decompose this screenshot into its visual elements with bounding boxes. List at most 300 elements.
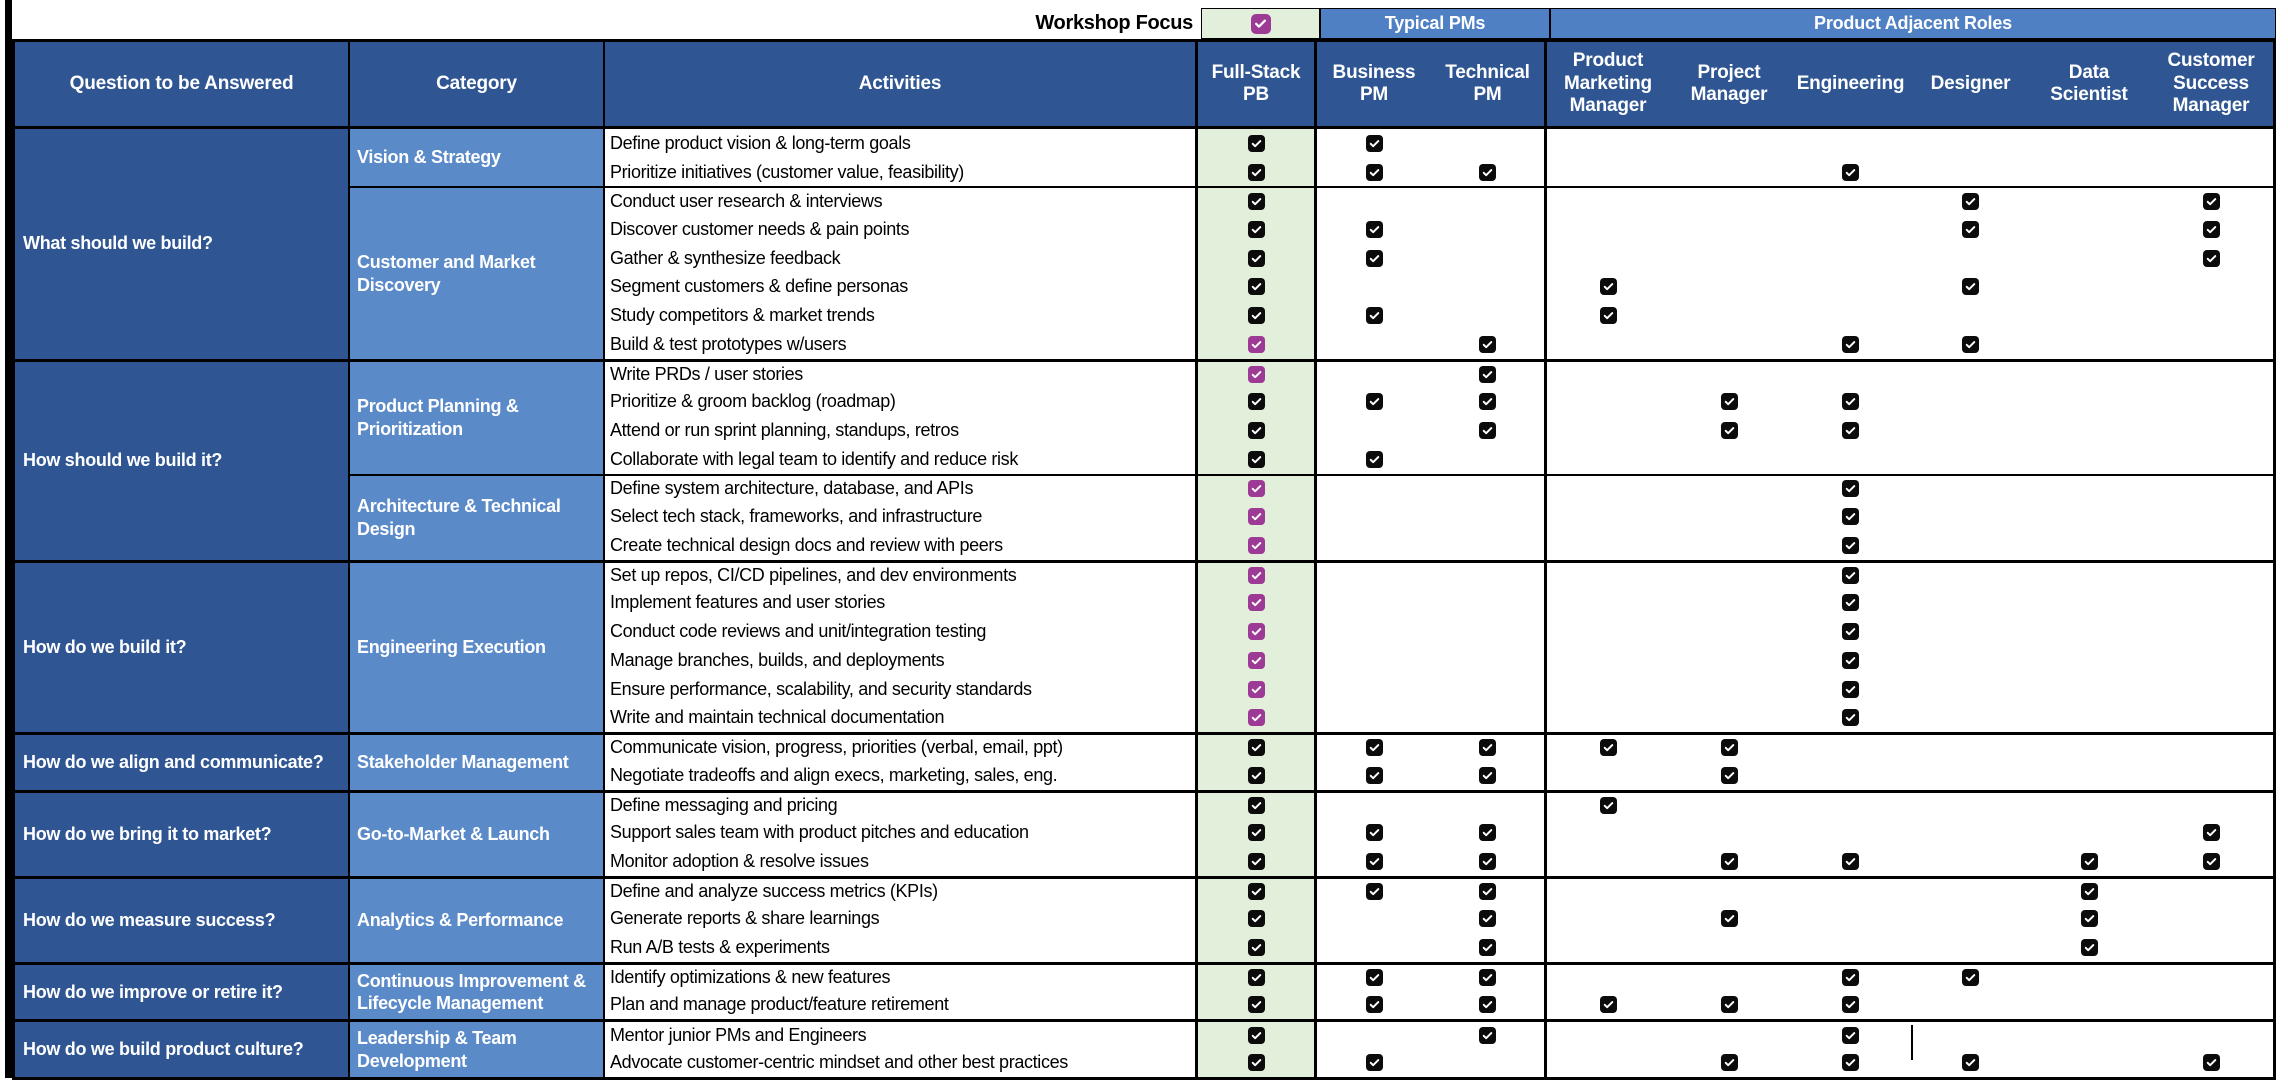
check-cell-tpm[interactable] [1431, 1048, 1547, 1077]
check-cell-pjm[interactable] [1669, 560, 1789, 589]
check-cell-bpm[interactable] [1317, 589, 1431, 618]
check-cell-csm[interactable] [2149, 387, 2273, 416]
checkbox-checked-icon[interactable] [1842, 969, 1859, 986]
check-cell-pmm[interactable] [1547, 359, 1669, 388]
check-cell-pjm[interactable] [1669, 675, 1789, 704]
checkbox-checked-focus-icon[interactable] [1248, 567, 1265, 584]
check-cell-pb[interactable] [1198, 818, 1317, 847]
check-cell-des[interactable] [1912, 474, 2029, 503]
check-cell-csm[interactable] [2149, 474, 2273, 503]
check-cell-pjm[interactable] [1669, 818, 1789, 847]
check-cell-csm[interactable] [2149, 416, 2273, 445]
checkbox-checked-icon[interactable] [1721, 739, 1738, 756]
check-cell-ds[interactable] [2029, 675, 2149, 704]
checkbox-checked-icon[interactable] [1962, 221, 1979, 238]
check-cell-ds[interactable] [2029, 876, 2149, 905]
checkbox-checked-icon[interactable] [1842, 537, 1859, 554]
check-cell-pmm[interactable] [1547, 186, 1669, 215]
checkbox-checked-icon[interactable] [1842, 594, 1859, 611]
check-cell-pjm[interactable] [1669, 1019, 1789, 1048]
check-cell-ds[interactable] [2029, 301, 2149, 330]
check-cell-pjm[interactable] [1669, 790, 1789, 819]
check-cell-eng[interactable] [1789, 904, 1912, 933]
check-cell-eng[interactable] [1789, 589, 1912, 618]
check-cell-des[interactable] [1912, 703, 2029, 732]
check-cell-des[interactable] [1912, 1048, 2029, 1077]
checkbox-checked-icon[interactable] [1248, 739, 1265, 756]
check-cell-csm[interactable] [2149, 675, 2273, 704]
check-cell-csm[interactable] [2149, 589, 2273, 618]
check-cell-ds[interactable] [2029, 244, 2149, 273]
checkbox-checked-icon[interactable] [1721, 996, 1738, 1013]
check-cell-pb[interactable] [1198, 502, 1317, 531]
check-cell-pb[interactable] [1198, 129, 1317, 158]
check-cell-pb[interactable] [1198, 703, 1317, 732]
check-cell-pjm[interactable] [1669, 589, 1789, 618]
checkbox-checked-icon[interactable] [1366, 221, 1383, 238]
check-cell-pjm[interactable] [1669, 847, 1789, 876]
check-cell-pb[interactable] [1198, 1019, 1317, 1048]
checkbox-checked-icon[interactable] [1600, 739, 1617, 756]
checkbox-checked-icon[interactable] [1248, 883, 1265, 900]
check-cell-tpm[interactable] [1431, 474, 1547, 503]
check-cell-bpm[interactable] [1317, 703, 1431, 732]
check-cell-pmm[interactable] [1547, 301, 1669, 330]
check-cell-bpm[interactable] [1317, 991, 1431, 1020]
check-cell-pb[interactable] [1198, 991, 1317, 1020]
check-cell-eng[interactable] [1789, 215, 1912, 244]
checkbox-checked-icon[interactable] [2203, 824, 2220, 841]
check-cell-pb[interactable] [1198, 904, 1317, 933]
checkbox-checked-icon[interactable] [1842, 623, 1859, 640]
checkbox-checked-icon[interactable] [1479, 883, 1496, 900]
checkbox-checked-icon[interactable] [1842, 393, 1859, 410]
check-cell-ds[interactable] [2029, 761, 2149, 790]
check-cell-pb[interactable] [1198, 244, 1317, 273]
check-cell-ds[interactable] [2029, 904, 2149, 933]
check-cell-pjm[interactable] [1669, 933, 1789, 962]
checkbox-checked-icon[interactable] [1366, 996, 1383, 1013]
checkbox-checked-icon[interactable] [1721, 910, 1738, 927]
check-cell-eng[interactable] [1789, 301, 1912, 330]
check-cell-bpm[interactable] [1317, 273, 1431, 302]
check-cell-csm[interactable] [2149, 273, 2273, 302]
check-cell-pjm[interactable] [1669, 301, 1789, 330]
check-cell-ds[interactable] [2029, 560, 2149, 589]
checkbox-checked-icon[interactable] [1479, 422, 1496, 439]
checkbox-checked-icon[interactable] [2203, 1054, 2220, 1071]
check-cell-tpm[interactable] [1431, 646, 1547, 675]
check-cell-eng[interactable] [1789, 675, 1912, 704]
checkbox-checked-focus-icon[interactable] [1248, 623, 1265, 640]
check-cell-ds[interactable] [2029, 416, 2149, 445]
checkbox-checked-icon[interactable] [1842, 164, 1859, 181]
check-cell-csm[interactable] [2149, 732, 2273, 761]
checkbox-checked-icon[interactable] [1721, 767, 1738, 784]
checkbox-checked-icon[interactable] [1248, 250, 1265, 267]
check-cell-bpm[interactable] [1317, 876, 1431, 905]
check-cell-des[interactable] [1912, 387, 2029, 416]
checkbox-checked-icon[interactable] [2081, 910, 2098, 927]
check-cell-ds[interactable] [2029, 589, 2149, 618]
check-cell-pb[interactable] [1198, 186, 1317, 215]
checkbox-checked-icon[interactable] [1366, 969, 1383, 986]
check-cell-ds[interactable] [2029, 1048, 2149, 1077]
check-cell-csm[interactable] [2149, 330, 2273, 359]
check-cell-des[interactable] [1912, 158, 2029, 187]
check-cell-tpm[interactable] [1431, 273, 1547, 302]
check-cell-pb[interactable] [1198, 876, 1317, 905]
check-cell-pjm[interactable] [1669, 416, 1789, 445]
checkbox-checked-icon[interactable] [1248, 824, 1265, 841]
checkbox-checked-icon[interactable] [2081, 853, 2098, 870]
check-cell-pjm[interactable] [1669, 359, 1789, 388]
checkbox-checked-icon[interactable] [1479, 853, 1496, 870]
checkbox-checked-icon[interactable] [1248, 193, 1265, 210]
check-cell-eng[interactable] [1789, 158, 1912, 187]
check-cell-tpm[interactable] [1431, 186, 1547, 215]
check-cell-ds[interactable] [2029, 129, 2149, 158]
checkbox-checked-icon[interactable] [1248, 767, 1265, 784]
check-cell-tpm[interactable] [1431, 1019, 1547, 1048]
checkbox-checked-focus-icon[interactable] [1248, 336, 1265, 353]
check-cell-eng[interactable] [1789, 933, 1912, 962]
checkbox-checked-icon[interactable] [1248, 221, 1265, 238]
check-cell-ds[interactable] [2029, 732, 2149, 761]
check-cell-csm[interactable] [2149, 1048, 2273, 1077]
check-cell-pmm[interactable] [1547, 933, 1669, 962]
check-cell-des[interactable] [1912, 876, 2029, 905]
checkbox-checked-icon[interactable] [1962, 193, 1979, 210]
check-cell-eng[interactable] [1789, 330, 1912, 359]
checkbox-checked-icon[interactable] [1479, 164, 1496, 181]
check-cell-pjm[interactable] [1669, 646, 1789, 675]
checkbox-checked-icon[interactable] [2081, 939, 2098, 956]
check-cell-tpm[interactable] [1431, 703, 1547, 732]
check-cell-pb[interactable] [1198, 387, 1317, 416]
check-cell-pjm[interactable] [1669, 732, 1789, 761]
checkbox-checked-icon[interactable] [1479, 336, 1496, 353]
check-cell-tpm[interactable] [1431, 933, 1547, 962]
check-cell-tpm[interactable] [1431, 962, 1547, 991]
check-cell-bpm[interactable] [1317, 301, 1431, 330]
check-cell-des[interactable] [1912, 991, 2029, 1020]
check-cell-pb[interactable] [1198, 1048, 1317, 1077]
checkbox-checked-icon[interactable] [1842, 681, 1859, 698]
checkbox-checked-icon[interactable] [1248, 996, 1265, 1013]
checkbox-checked-icon[interactable] [1248, 853, 1265, 870]
check-cell-tpm[interactable] [1431, 158, 1547, 187]
check-cell-bpm[interactable] [1317, 962, 1431, 991]
check-cell-des[interactable] [1912, 560, 2029, 589]
check-cell-pb[interactable] [1198, 531, 1317, 560]
checkbox-checked-icon[interactable] [1366, 853, 1383, 870]
check-cell-bpm[interactable] [1317, 244, 1431, 273]
check-cell-pb[interactable] [1198, 617, 1317, 646]
checkbox-checked-icon[interactable] [1479, 739, 1496, 756]
check-cell-des[interactable] [1912, 129, 2029, 158]
checkbox-checked-focus-icon[interactable] [1248, 681, 1265, 698]
check-cell-des[interactable] [1912, 646, 2029, 675]
check-cell-bpm[interactable] [1317, 158, 1431, 187]
check-cell-ds[interactable] [2029, 1019, 2149, 1048]
checkbox-checked-icon[interactable] [2203, 853, 2220, 870]
check-cell-tpm[interactable] [1431, 818, 1547, 847]
check-cell-tpm[interactable] [1431, 445, 1547, 474]
check-cell-csm[interactable] [2149, 560, 2273, 589]
check-cell-pmm[interactable] [1547, 244, 1669, 273]
check-cell-eng[interactable] [1789, 531, 1912, 560]
check-cell-eng[interactable] [1789, 761, 1912, 790]
check-cell-ds[interactable] [2029, 158, 2149, 187]
check-cell-bpm[interactable] [1317, 933, 1431, 962]
check-cell-pb[interactable] [1198, 416, 1317, 445]
check-cell-csm[interactable] [2149, 129, 2273, 158]
checkbox-checked-focus-icon[interactable] [1248, 537, 1265, 554]
check-cell-pjm[interactable] [1669, 991, 1789, 1020]
check-cell-csm[interactable] [2149, 301, 2273, 330]
check-cell-tpm[interactable] [1431, 301, 1547, 330]
check-cell-tpm[interactable] [1431, 876, 1547, 905]
check-cell-tpm[interactable] [1431, 330, 1547, 359]
check-cell-pmm[interactable] [1547, 732, 1669, 761]
checkbox-checked-icon[interactable] [1842, 1054, 1859, 1071]
checkbox-checked-icon[interactable] [1479, 824, 1496, 841]
checkbox-checked-focus-icon[interactable] [1248, 480, 1265, 497]
check-cell-des[interactable] [1912, 847, 2029, 876]
check-cell-pb[interactable] [1198, 273, 1317, 302]
check-cell-eng[interactable] [1789, 646, 1912, 675]
checkbox-checked-icon[interactable] [1600, 278, 1617, 295]
checkbox-checked-icon[interactable] [1366, 739, 1383, 756]
check-cell-des[interactable] [1912, 215, 2029, 244]
check-cell-ds[interactable] [2029, 186, 2149, 215]
check-cell-eng[interactable] [1789, 703, 1912, 732]
check-cell-pb[interactable] [1198, 962, 1317, 991]
check-cell-des[interactable] [1912, 531, 2029, 560]
check-cell-csm[interactable] [2149, 962, 2273, 991]
check-cell-csm[interactable] [2149, 933, 2273, 962]
check-cell-csm[interactable] [2149, 531, 2273, 560]
check-cell-bpm[interactable] [1317, 215, 1431, 244]
check-cell-pmm[interactable] [1547, 847, 1669, 876]
check-cell-ds[interactable] [2029, 646, 2149, 675]
check-cell-tpm[interactable] [1431, 359, 1547, 388]
checkbox-checked-icon[interactable] [1248, 797, 1265, 814]
check-cell-pjm[interactable] [1669, 617, 1789, 646]
check-cell-csm[interactable] [2149, 244, 2273, 273]
check-cell-eng[interactable] [1789, 186, 1912, 215]
checkbox-checked-icon[interactable] [1248, 1054, 1265, 1071]
check-cell-pmm[interactable] [1547, 531, 1669, 560]
check-cell-pmm[interactable] [1547, 646, 1669, 675]
check-cell-des[interactable] [1912, 962, 2029, 991]
checkbox-checked-icon[interactable] [1366, 250, 1383, 267]
checkbox-checked-icon[interactable] [1842, 709, 1859, 726]
check-cell-eng[interactable] [1789, 474, 1912, 503]
checkbox-checked-icon[interactable] [1842, 422, 1859, 439]
check-cell-pjm[interactable] [1669, 876, 1789, 905]
check-cell-tpm[interactable] [1431, 531, 1547, 560]
checkbox-checked-icon[interactable] [1842, 853, 1859, 870]
check-cell-ds[interactable] [2029, 933, 2149, 962]
checkbox-checked-icon[interactable] [1248, 451, 1265, 468]
check-cell-pjm[interactable] [1669, 186, 1789, 215]
workshop-focus-checkbox-cell[interactable] [1201, 8, 1320, 39]
check-cell-bpm[interactable] [1317, 474, 1431, 503]
check-cell-csm[interactable] [2149, 790, 2273, 819]
checkbox-checked-icon[interactable] [1479, 366, 1496, 383]
check-cell-eng[interactable] [1789, 502, 1912, 531]
check-cell-des[interactable] [1912, 933, 2029, 962]
check-cell-tpm[interactable] [1431, 675, 1547, 704]
check-cell-pb[interactable] [1198, 445, 1317, 474]
checkbox-checked-icon[interactable] [1842, 996, 1859, 1013]
check-cell-bpm[interactable] [1317, 330, 1431, 359]
checkbox-checked-focus-icon[interactable] [1248, 366, 1265, 383]
check-cell-csm[interactable] [2149, 186, 2273, 215]
check-cell-bpm[interactable] [1317, 359, 1431, 388]
checkbox-checked-icon[interactable] [1962, 969, 1979, 986]
check-cell-tpm[interactable] [1431, 904, 1547, 933]
checkbox-checked-icon[interactable] [1721, 393, 1738, 410]
check-cell-des[interactable] [1912, 244, 2029, 273]
check-cell-ds[interactable] [2029, 359, 2149, 388]
check-cell-pjm[interactable] [1669, 703, 1789, 732]
check-cell-tpm[interactable] [1431, 416, 1547, 445]
check-cell-ds[interactable] [2029, 474, 2149, 503]
check-cell-des[interactable] [1912, 186, 2029, 215]
check-cell-tpm[interactable] [1431, 387, 1547, 416]
check-cell-csm[interactable] [2149, 1019, 2273, 1048]
checkbox-checked-icon[interactable] [1842, 567, 1859, 584]
check-cell-csm[interactable] [2149, 158, 2273, 187]
check-cell-pmm[interactable] [1547, 560, 1669, 589]
check-cell-pjm[interactable] [1669, 531, 1789, 560]
check-cell-ds[interactable] [2029, 330, 2149, 359]
checkbox-checked-icon[interactable] [1842, 336, 1859, 353]
check-cell-des[interactable] [1912, 904, 2029, 933]
check-cell-eng[interactable] [1789, 387, 1912, 416]
check-cell-pmm[interactable] [1547, 818, 1669, 847]
checkbox-checked-icon[interactable] [1248, 969, 1265, 986]
checkbox-checked-icon[interactable] [1962, 336, 1979, 353]
check-cell-eng[interactable] [1789, 991, 1912, 1020]
check-cell-pjm[interactable] [1669, 962, 1789, 991]
check-cell-des[interactable] [1912, 790, 2029, 819]
check-cell-eng[interactable] [1789, 273, 1912, 302]
checkbox-checked-icon[interactable] [1479, 939, 1496, 956]
check-cell-csm[interactable] [2149, 646, 2273, 675]
check-cell-pb[interactable] [1198, 158, 1317, 187]
check-cell-ds[interactable] [2029, 790, 2149, 819]
check-cell-tpm[interactable] [1431, 589, 1547, 618]
check-cell-csm[interactable] [2149, 991, 2273, 1020]
check-cell-bpm[interactable] [1317, 818, 1431, 847]
check-cell-pb[interactable] [1198, 215, 1317, 244]
check-cell-csm[interactable] [2149, 818, 2273, 847]
check-cell-pjm[interactable] [1669, 445, 1789, 474]
checkbox-checked-icon[interactable] [1248, 135, 1265, 152]
check-cell-csm[interactable] [2149, 359, 2273, 388]
check-cell-des[interactable] [1912, 273, 2029, 302]
check-cell-pb[interactable] [1198, 474, 1317, 503]
checkbox-checked-icon[interactable] [1248, 939, 1265, 956]
check-cell-eng[interactable] [1789, 244, 1912, 273]
check-cell-pb[interactable] [1198, 646, 1317, 675]
check-cell-ds[interactable] [2029, 818, 2149, 847]
check-cell-bpm[interactable] [1317, 560, 1431, 589]
check-cell-pb[interactable] [1198, 330, 1317, 359]
check-cell-eng[interactable] [1789, 359, 1912, 388]
check-cell-csm[interactable] [2149, 215, 2273, 244]
check-cell-tpm[interactable] [1431, 502, 1547, 531]
check-cell-bpm[interactable] [1317, 531, 1431, 560]
checkbox-checked-icon[interactable] [1721, 853, 1738, 870]
check-cell-ds[interactable] [2029, 847, 2149, 876]
checkbox-checked-icon[interactable] [1251, 14, 1271, 34]
check-cell-pb[interactable] [1198, 933, 1317, 962]
check-cell-pjm[interactable] [1669, 761, 1789, 790]
check-cell-eng[interactable] [1789, 560, 1912, 589]
check-cell-eng[interactable] [1789, 818, 1912, 847]
check-cell-tpm[interactable] [1431, 129, 1547, 158]
check-cell-bpm[interactable] [1317, 904, 1431, 933]
check-cell-ds[interactable] [2029, 502, 2149, 531]
check-cell-bpm[interactable] [1317, 847, 1431, 876]
check-cell-des[interactable] [1912, 761, 2029, 790]
check-cell-tpm[interactable] [1431, 761, 1547, 790]
check-cell-pjm[interactable] [1669, 330, 1789, 359]
checkbox-checked-icon[interactable] [1479, 393, 1496, 410]
check-cell-csm[interactable] [2149, 761, 2273, 790]
check-cell-pjm[interactable] [1669, 904, 1789, 933]
check-cell-ds[interactable] [2029, 273, 2149, 302]
checkbox-checked-icon[interactable] [1248, 910, 1265, 927]
check-cell-tpm[interactable] [1431, 991, 1547, 1020]
check-cell-pmm[interactable] [1547, 1048, 1669, 1077]
checkbox-checked-icon[interactable] [2081, 883, 2098, 900]
checkbox-checked-icon[interactable] [1962, 278, 1979, 295]
check-cell-tpm[interactable] [1431, 215, 1547, 244]
checkbox-checked-icon[interactable] [1600, 797, 1617, 814]
checkbox-checked-icon[interactable] [1366, 451, 1383, 468]
check-cell-csm[interactable] [2149, 617, 2273, 646]
check-cell-csm[interactable] [2149, 502, 2273, 531]
check-cell-csm[interactable] [2149, 904, 2273, 933]
check-cell-pmm[interactable] [1547, 387, 1669, 416]
check-cell-des[interactable] [1912, 502, 2029, 531]
checkbox-checked-icon[interactable] [1248, 422, 1265, 439]
check-cell-pjm[interactable] [1669, 1048, 1789, 1077]
check-cell-pmm[interactable] [1547, 445, 1669, 474]
check-cell-tpm[interactable] [1431, 560, 1547, 589]
check-cell-bpm[interactable] [1317, 617, 1431, 646]
check-cell-pmm[interactable] [1547, 991, 1669, 1020]
checkbox-checked-icon[interactable] [1479, 767, 1496, 784]
check-cell-ds[interactable] [2029, 387, 2149, 416]
checkbox-checked-icon[interactable] [1366, 824, 1383, 841]
check-cell-bpm[interactable] [1317, 1019, 1431, 1048]
check-cell-pmm[interactable] [1547, 904, 1669, 933]
check-cell-pmm[interactable] [1547, 1019, 1669, 1048]
checkbox-checked-icon[interactable] [1842, 1027, 1859, 1044]
check-cell-pmm[interactable] [1547, 502, 1669, 531]
checkbox-checked-icon[interactable] [1366, 307, 1383, 324]
checkbox-checked-icon[interactable] [1248, 164, 1265, 181]
checkbox-checked-icon[interactable] [2203, 250, 2220, 267]
checkbox-checked-focus-icon[interactable] [1248, 594, 1265, 611]
